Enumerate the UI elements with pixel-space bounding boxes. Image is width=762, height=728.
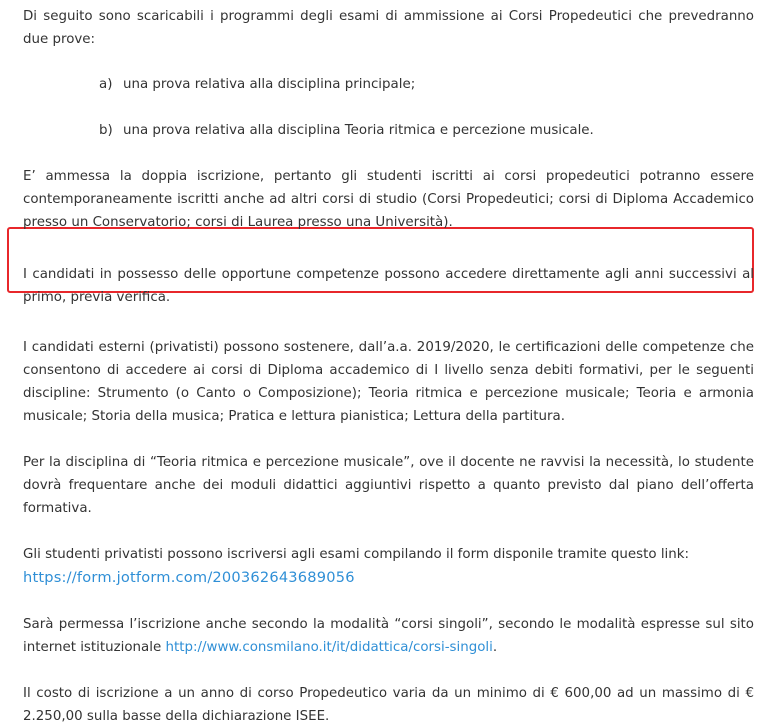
single-courses-suffix: . bbox=[492, 640, 498, 655]
list-item bbox=[99, 73, 754, 96]
list-marker: a) bbox=[99, 77, 113, 92]
jotform-link[interactable]: https://form.jotform.com/200362643689056 bbox=[23, 569, 355, 586]
single-courses-paragraph bbox=[23, 613, 754, 659]
cost-paragraph: Il costo di iscrizione a un anno di corso Propedeutico varia da un minimo di € 600,00 ad un massimo di € 2.250,00 sulla basse della dichiarazione ISEE. bbox=[23, 686, 754, 724]
external-candidates-paragraph: I candidati esterni (privatisti) possono sostenere, dall’a.a. 2019/2020, le certificazioni delle competenze che consentono di accedere ai corsi di Diploma accademico di I livello senza debiti formativi, per le seguenti discipline: Strumento (o Canto o Composizione); Teoria ritmica e percezione musicale; Teoria e armonia musicale; Storia della musica; Pratica e lettura pianistica; Lettura della partitura. bbox=[23, 340, 754, 424]
list-item-text: una prova relativa alla disciplina principale; bbox=[123, 77, 416, 92]
private-students-paragraph bbox=[23, 543, 754, 590]
list-item-text: una prova relativa alla disciplina Teoria ritmica e percezione musicale. bbox=[123, 123, 594, 138]
article-body bbox=[23, 0, 754, 728]
highlighted-paragraph: I candidati in possesso delle opportune competenze possono accedere direttamente agli anni successivi al primo, previa verifica. bbox=[23, 267, 754, 305]
double-enrollment-paragraph: E’ ammessa la doppia iscrizione, pertanto gli studenti iscritti ai corsi propedeutici potranno essere contemporaneamente iscritti anche ad altri corsi di studio (Corsi Propedeutici; corsi di Diploma Accademico presso un Conservatorio; corsi di Laurea presso una Università). bbox=[23, 169, 754, 230]
intro-paragraph: Di seguito sono scaricabili i programmi degli esami di ammissione ai Corsi Propedeutici che prevedranno due prove: bbox=[23, 9, 754, 47]
private-students-text: Gli studenti privatisti possono iscriversi agli esami compilando il form disponile tramite questo link: bbox=[23, 547, 690, 562]
theory-modules-paragraph: Per la disciplina di “Teoria ritmica e percezione musicale”, ove il docente ne ravvisi la necessità, lo studente dovrà frequentare anche dei moduli didattici aggiuntivi rispetto a quanto previsto dal piano dell’offerta formativa. bbox=[23, 455, 754, 516]
list-marker: b) bbox=[99, 123, 113, 138]
corsi-singoli-link[interactable]: http://www.consmilano.it/it/didattica/corsi-singoli bbox=[165, 640, 493, 655]
list-item bbox=[99, 119, 754, 142]
single-courses-text: Sarà permessa l’iscrizione anche secondo la modalità “corsi singoli”, secondo le modalità espresse sul sito internet istituzionale bbox=[23, 617, 754, 655]
